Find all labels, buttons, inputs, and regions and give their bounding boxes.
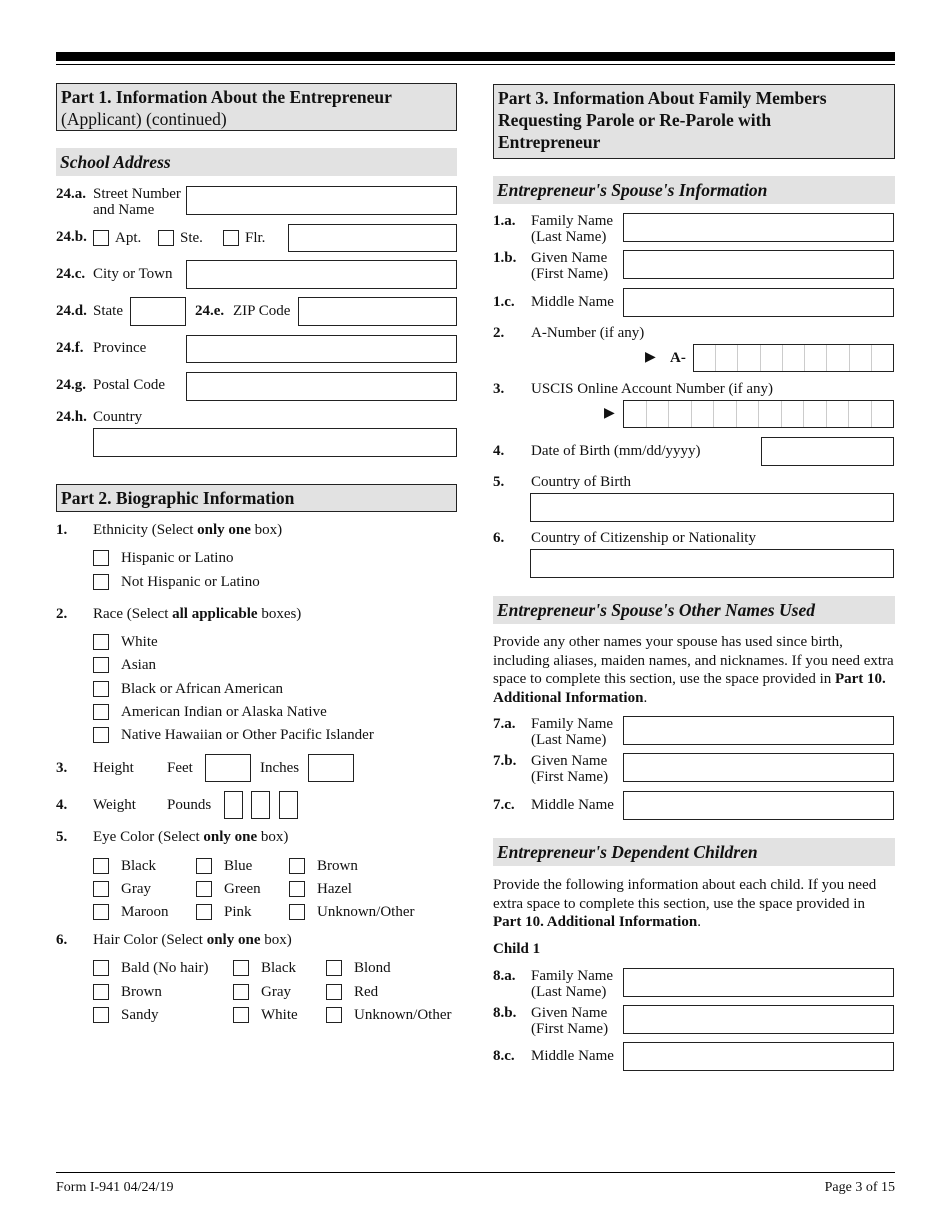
- country-label: Country: [93, 409, 143, 425]
- part1-header: [56, 83, 457, 131]
- child-middle-name-input[interactable]: [623, 1042, 894, 1071]
- flr-label: Flr.: [245, 230, 266, 246]
- citizenship-input[interactable]: [530, 549, 894, 578]
- child-given-name-label-line2: (First Name): [531, 1021, 609, 1037]
- hair-black-checkbox[interactable]: [233, 960, 249, 976]
- dob-input[interactable]: [761, 437, 894, 466]
- eye-color-question: Eye Color (Select only one box): [93, 829, 289, 845]
- spouse-given-name-label-line1: Given Name: [531, 250, 608, 266]
- eye-hazel-checkbox[interactable]: [289, 881, 305, 897]
- spouse-family-name-input[interactable]: [623, 213, 894, 242]
- child-family-name-label-line1: Family Name: [531, 968, 614, 984]
- spouse-given-name-input[interactable]: [623, 250, 894, 279]
- race-black-label: Black or African American: [121, 681, 284, 697]
- city-input[interactable]: [186, 260, 457, 289]
- apt-checkbox[interactable]: [93, 230, 109, 246]
- ethnicity-question: Ethnicity (Select only one box): [93, 522, 283, 538]
- part1-title: Part 1. Information About the Entrepreneur: [61, 87, 392, 107]
- part3-title-line1: Part 3. Information About Family Members: [498, 88, 827, 108]
- inches-label: Inches: [260, 760, 300, 776]
- part3-header: [493, 84, 895, 159]
- part2-header: Part 2. Biographic Information: [56, 484, 457, 512]
- eye-black-checkbox[interactable]: [93, 858, 109, 874]
- race-native-american-label: American Indian or Alaska Native: [121, 704, 327, 720]
- child-family-name-label: [531, 968, 613, 1000]
- eye-pink-label: Pink: [224, 904, 252, 920]
- street-label-line2: and Name: [93, 202, 155, 218]
- item-24g-number: 24.g.: [56, 377, 86, 393]
- ethnicity-not-hispanic-checkbox[interactable]: [93, 574, 109, 590]
- ethnicity-hispanic-checkbox[interactable]: [93, 550, 109, 566]
- item-8c-number: 8.c.: [493, 1048, 515, 1064]
- feet-label: Feet: [167, 760, 193, 776]
- hair-color-number: 6.: [56, 932, 68, 948]
- hair-blond-checkbox[interactable]: [326, 960, 342, 976]
- hair-unknown-checkbox[interactable]: [326, 1007, 342, 1023]
- child-family-name-input[interactable]: [623, 968, 894, 997]
- ste-label: Ste.: [180, 230, 203, 246]
- hair-color-question: Hair Color (Select only one box): [93, 932, 292, 948]
- eye-unknown-label: Unknown/Other: [317, 904, 415, 920]
- uscis-arrow-icon: ▶: [604, 406, 615, 421]
- eye-gray-checkbox[interactable]: [93, 881, 109, 897]
- race-pacific-islander-checkbox[interactable]: [93, 727, 109, 743]
- item-1b-number: 1.b.: [493, 250, 517, 266]
- spouse-family-name-label-line2: (Last Name): [531, 229, 607, 245]
- city-label: City or Town: [93, 266, 173, 282]
- eye-unknown-checkbox[interactable]: [289, 904, 305, 920]
- eye-hazel-label: Hazel: [317, 881, 352, 897]
- eye-brown-label: Brown: [317, 858, 358, 874]
- ethnicity-hispanic-label: Hispanic or Latino: [121, 550, 234, 566]
- spouse-info-header: Entrepreneur's Spouse's Information: [493, 176, 895, 204]
- other-family-name-input[interactable]: [623, 716, 894, 745]
- flr-checkbox[interactable]: [223, 230, 239, 246]
- item-8b-number: 8.b.: [493, 1005, 517, 1021]
- other-names-instructions: Provide any other names your spouse has used since birth, including aliases, maiden names, and nicknames. If you need extra space to complete this section, use the space provided in Part 10. Additional Information.: [493, 634, 894, 706]
- item-8a-number: 8.a.: [493, 968, 516, 984]
- eye-green-label: Green: [224, 881, 261, 897]
- unit-number-input[interactable]: [288, 224, 457, 252]
- weight-label: Weight: [93, 797, 136, 813]
- eye-blue-checkbox[interactable]: [196, 858, 212, 874]
- item-24a-number: 24.a.: [56, 186, 86, 202]
- dependent-children-header: Entrepreneur's Dependent Children: [493, 838, 895, 866]
- item-24f-number: 24.f.: [56, 340, 84, 356]
- street-label-line1: Street Number: [93, 186, 181, 202]
- spouse-middle-name-input[interactable]: [623, 288, 894, 317]
- eye-gray-label: Gray: [121, 881, 151, 897]
- hair-bald-label: Bald (No hair): [121, 960, 209, 976]
- item-24d-number: 24.d.: [56, 303, 87, 319]
- height-number: 3.: [56, 760, 68, 776]
- eye-brown-checkbox[interactable]: [289, 858, 305, 874]
- hair-brown-checkbox[interactable]: [93, 984, 109, 1000]
- eye-maroon-label: Maroon: [121, 904, 169, 920]
- item-4-number: 4.: [493, 443, 505, 459]
- hair-red-label: Red: [354, 984, 379, 1000]
- zip-label: ZIP Code: [233, 303, 291, 319]
- item-6-number: 6.: [493, 530, 505, 546]
- item-1a-number: 1.a.: [493, 213, 516, 229]
- item-24c-number: 24.c.: [56, 266, 86, 282]
- item-3-number: 3.: [493, 381, 505, 397]
- footer-rule: [56, 1172, 895, 1173]
- province-input[interactable]: [186, 335, 457, 363]
- page-number: Page 3 of 15: [824, 1180, 895, 1195]
- item-1c-number: 1.c.: [493, 294, 515, 310]
- birth-country-label: Country of Birth: [531, 474, 631, 490]
- hair-bald-checkbox[interactable]: [93, 960, 109, 976]
- spouse-family-name-label: [531, 213, 613, 245]
- spouse-given-name-label: [531, 250, 608, 282]
- item-24b-number: 24.b.: [56, 229, 87, 245]
- hair-blond-label: Blond: [354, 960, 391, 976]
- height-inches-input[interactable]: [308, 754, 354, 782]
- a-number-prefix: A-: [670, 350, 686, 366]
- school-address-header: School Address: [56, 148, 457, 176]
- eye-color-number: 5.: [56, 829, 68, 845]
- eye-pink-checkbox[interactable]: [196, 904, 212, 920]
- weight-digit-2[interactable]: [251, 791, 270, 819]
- country-input[interactable]: [93, 428, 457, 457]
- eye-blue-label: Blue: [224, 858, 253, 874]
- child-given-name-label: [531, 1005, 608, 1037]
- hair-sandy-checkbox[interactable]: [93, 1007, 109, 1023]
- other-family-name-label: [531, 716, 613, 748]
- street-label: [93, 186, 181, 218]
- postal-input[interactable]: [186, 372, 457, 401]
- item-24e-number: 24.e.: [195, 303, 225, 319]
- race-asian-checkbox[interactable]: [93, 657, 109, 673]
- part3-title-line3: Entrepreneur: [498, 132, 601, 152]
- street-input[interactable]: [186, 186, 457, 215]
- children-instructions: Provide the following information about each child. If you need extra space to complete this section, use the space provided in Part 10. Additional Information.: [493, 877, 877, 930]
- spouse-given-name-label-line2: (First Name): [531, 266, 609, 282]
- child-family-name-label-line2: (Last Name): [531, 984, 607, 1000]
- child-given-name-input[interactable]: [623, 1005, 894, 1034]
- hair-red-checkbox[interactable]: [326, 984, 342, 1000]
- a-number-arrow-icon: ▶: [645, 350, 656, 365]
- hair-gray-label: Gray: [261, 984, 291, 1000]
- other-family-name-label-line1: Family Name: [531, 716, 614, 732]
- other-given-name-label-line1: Given Name: [531, 753, 608, 769]
- form-identifier: Form I-941 04/24/19: [56, 1180, 174, 1195]
- child-1-heading: Child 1: [493, 941, 541, 957]
- item-7b-number: 7.b.: [493, 753, 517, 769]
- apt-label: Apt.: [115, 230, 142, 246]
- item-7c-number: 7.c.: [493, 797, 515, 813]
- part1-subtitle: (Applicant) (continued): [61, 109, 227, 129]
- top-rule-thick: [56, 52, 895, 61]
- other-given-name-label-line2: (First Name): [531, 769, 609, 785]
- hair-white-label: White: [261, 1007, 298, 1023]
- state-label: State: [93, 303, 123, 319]
- top-rule-thin: [56, 64, 895, 65]
- weight-digit-3[interactable]: [279, 791, 298, 819]
- ethnicity-number: 1.: [56, 522, 68, 538]
- other-given-name-input[interactable]: [623, 753, 894, 782]
- spouse-family-name-label-line1: Family Name: [531, 213, 614, 229]
- weight-number: 4.: [56, 797, 68, 813]
- item-24h-number: 24.h.: [56, 409, 87, 425]
- hair-gray-checkbox[interactable]: [233, 984, 249, 1000]
- spouse-middle-name-label: Middle Name: [531, 294, 614, 310]
- other-given-name-label: [531, 753, 608, 785]
- race-number: 2.: [56, 606, 68, 622]
- postal-label: Postal Code: [93, 377, 166, 393]
- race-white-checkbox[interactable]: [93, 634, 109, 650]
- race-native-american-checkbox[interactable]: [93, 704, 109, 720]
- other-middle-name-input[interactable]: [623, 791, 894, 820]
- uscis-label: USCIS Online Account Number (if any): [531, 381, 774, 397]
- height-label: Height: [93, 760, 134, 776]
- uscis-account-input[interactable]: [623, 400, 894, 428]
- weight-digit-1[interactable]: [224, 791, 243, 819]
- item-7a-number: 7.a.: [493, 716, 516, 732]
- other-family-name-label-line2: (Last Name): [531, 732, 607, 748]
- dob-label: Date of Birth (mm/dd/yyyy): [531, 443, 701, 459]
- spouse-other-names-header: Entrepreneur's Spouse's Other Names Used: [493, 596, 895, 624]
- child-middle-name-label: Middle Name: [531, 1048, 614, 1064]
- citizenship-label: Country of Citizenship or Nationality: [531, 530, 756, 546]
- state-input[interactable]: [130, 297, 186, 326]
- province-label: Province: [93, 340, 147, 356]
- pounds-label: Pounds: [167, 797, 212, 813]
- eye-maroon-checkbox[interactable]: [93, 904, 109, 920]
- item-2-number: 2.: [493, 325, 505, 341]
- a-number-input[interactable]: [693, 344, 894, 372]
- eye-black-label: Black: [121, 858, 156, 874]
- race-question: Race (Select all applicable boxes): [93, 606, 302, 622]
- hair-unknown-label: Unknown/Other: [354, 1007, 452, 1023]
- hair-sandy-label: Sandy: [121, 1007, 159, 1023]
- a-number-label: A-Number (if any): [531, 325, 645, 341]
- hair-black-label: Black: [261, 960, 296, 976]
- height-feet-input[interactable]: [205, 754, 251, 782]
- birth-country-input[interactable]: [530, 493, 894, 522]
- hair-white-checkbox[interactable]: [233, 1007, 249, 1023]
- race-asian-label: Asian: [121, 657, 156, 673]
- other-middle-name-label: Middle Name: [531, 797, 614, 813]
- ste-checkbox[interactable]: [158, 230, 174, 246]
- hair-brown-label: Brown: [121, 984, 162, 1000]
- race-black-checkbox[interactable]: [93, 681, 109, 697]
- race-white-label: White: [121, 634, 158, 650]
- ethnicity-not-hispanic-label: Not Hispanic or Latino: [121, 574, 260, 590]
- part3-title-line2: Requesting Parole or Re-Parole with: [498, 110, 772, 130]
- zip-input[interactable]: [298, 297, 457, 326]
- child-given-name-label-line1: Given Name: [531, 1005, 608, 1021]
- item-5-number: 5.: [493, 474, 505, 490]
- race-pacific-islander-label: Native Hawaiian or Other Pacific Islander: [121, 727, 374, 743]
- eye-green-checkbox[interactable]: [196, 881, 212, 897]
